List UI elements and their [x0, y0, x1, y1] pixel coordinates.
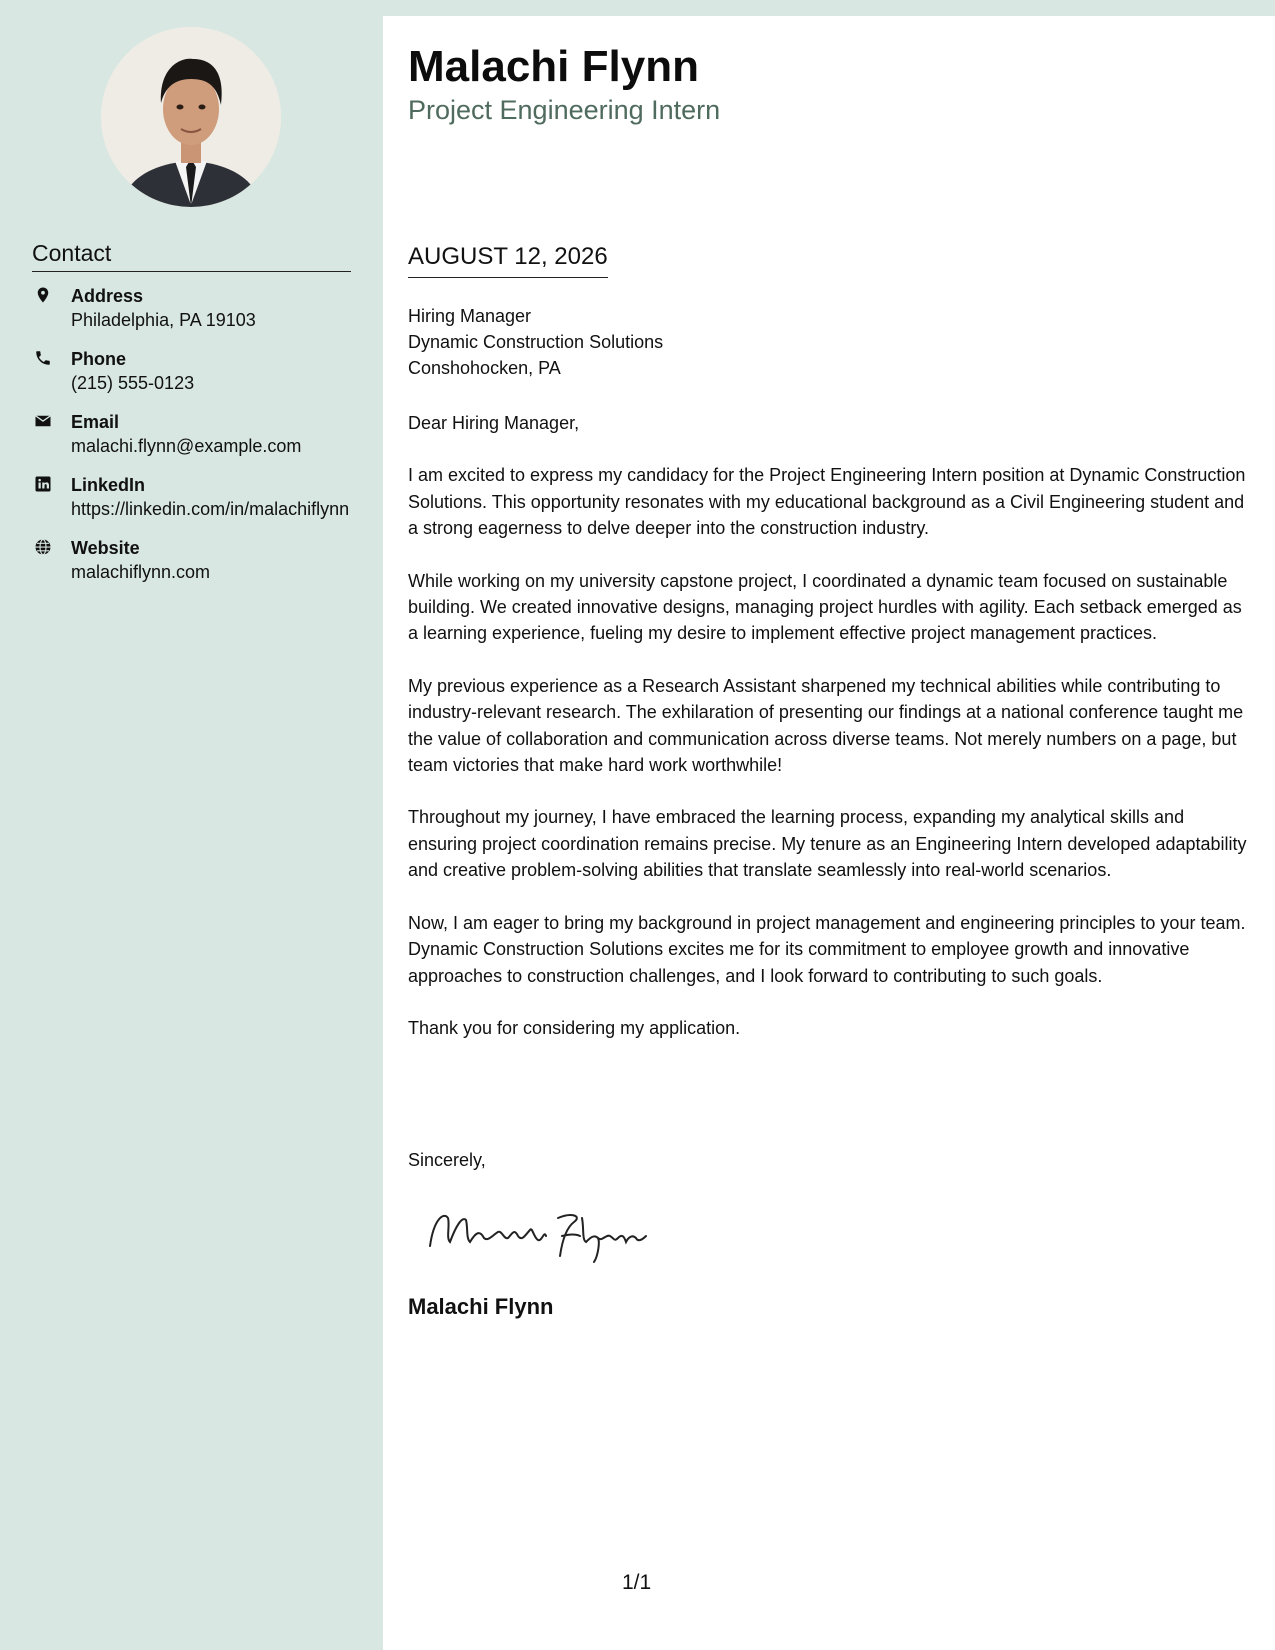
contact-heading: Contact: [32, 240, 351, 272]
paragraph: Throughout my journey, I have embraced the learning process, expanding my analytical skills and ensuring project coordination remains precise. My tenure as an Engineering Intern developed adaptability and creative problem-solving abilities that translate seamlessly into real-world scenarios.: [408, 807, 1247, 881]
recipient-line: Hiring Manager: [408, 306, 532, 326]
sidebar: [0, 0, 383, 1650]
letter-text: [408, 410, 1248, 1067]
page-number: 1/1: [622, 1571, 652, 1594]
paragraph: Now, I am eager to bring my background in project management and engineering principles to your team. Dynamic Construction Solutions excites me for its commitment to employee growth and innovative approaches to construction challenges, and I look forward to contributing to such goals.: [408, 912, 1246, 986]
linkedin-icon: [34, 475, 52, 493]
recipient-line: Dynamic Construction Solutions: [408, 332, 664, 352]
phone-label: Phone: [71, 349, 127, 369]
paragraph: My previous experience as a Research Assistant sharpened my technical abilities while contributing to industry-relevant research. The exhilaration of presenting our findings at a national conference taught me the value of collaboration and communication across diverse teams. Not merely numbers on a page, but team victories that make hard work worthwhile!: [408, 675, 1244, 776]
website-label: Website: [71, 538, 140, 558]
address-label: Address: [71, 286, 144, 306]
linkedin-label: LinkedIn: [71, 475, 146, 495]
globe-icon: [34, 538, 52, 556]
contact-list: [32, 284, 362, 599]
contact-item-phone: [32, 347, 362, 395]
applicant-name: Malachi Flynn: [408, 42, 699, 91]
location-pin-icon: [34, 286, 52, 304]
avatar: [101, 27, 281, 207]
top-accent-strip: [383, 0, 1275, 16]
phone-value[interactable]: (215) 555-0123: [71, 373, 195, 393]
phone-icon: [34, 349, 52, 367]
email-value[interactable]: malachi.flynn@example.com: [71, 436, 302, 456]
paragraph: While working on my university capstone project, I coordinated a dynamic team focused on sustainable building. We created innovative designs, managing project hurdles with agility. Each setback emerged as a learning experience, fueling my desire to implement effective project management practices.: [408, 570, 1242, 644]
recipient-block: [408, 303, 663, 381]
profile-photo: [101, 27, 281, 207]
website-value[interactable]: malachiflynn.com: [71, 562, 211, 582]
closing: Sincerely,: [408, 1150, 486, 1170]
letter-date: AUGUST 12, 2026: [408, 243, 608, 278]
contact-item-email: [32, 410, 362, 458]
address-value: Philadelphia, PA 19103: [71, 310, 256, 330]
recipient-line: Conshohocken, PA: [408, 358, 561, 378]
signer-name: Malachi Flynn: [408, 1294, 554, 1319]
signature: [422, 1198, 662, 1268]
job-title: Project Engineering Intern: [408, 95, 721, 125]
envelope-icon: [34, 412, 52, 430]
contact-item-linkedin: [32, 473, 362, 521]
contact-item-website: [32, 536, 362, 584]
salutation: Dear Hiring Manager,: [408, 413, 580, 433]
paragraph: Thank you for considering my application.: [408, 1017, 741, 1038]
email-label: Email: [71, 412, 120, 432]
paragraph: I am excited to express my candidacy for the Project Engineering Intern position at Dynamic Construction Solutions. This opportunity resonates with my educational background as a Civil Engineering student and a strong eagerness to delve deeper into the construction industry.: [408, 465, 1246, 539]
contact-item-address: [32, 284, 362, 332]
linkedin-value[interactable]: https://linkedin.com/in/malachiflynn: [71, 499, 350, 519]
